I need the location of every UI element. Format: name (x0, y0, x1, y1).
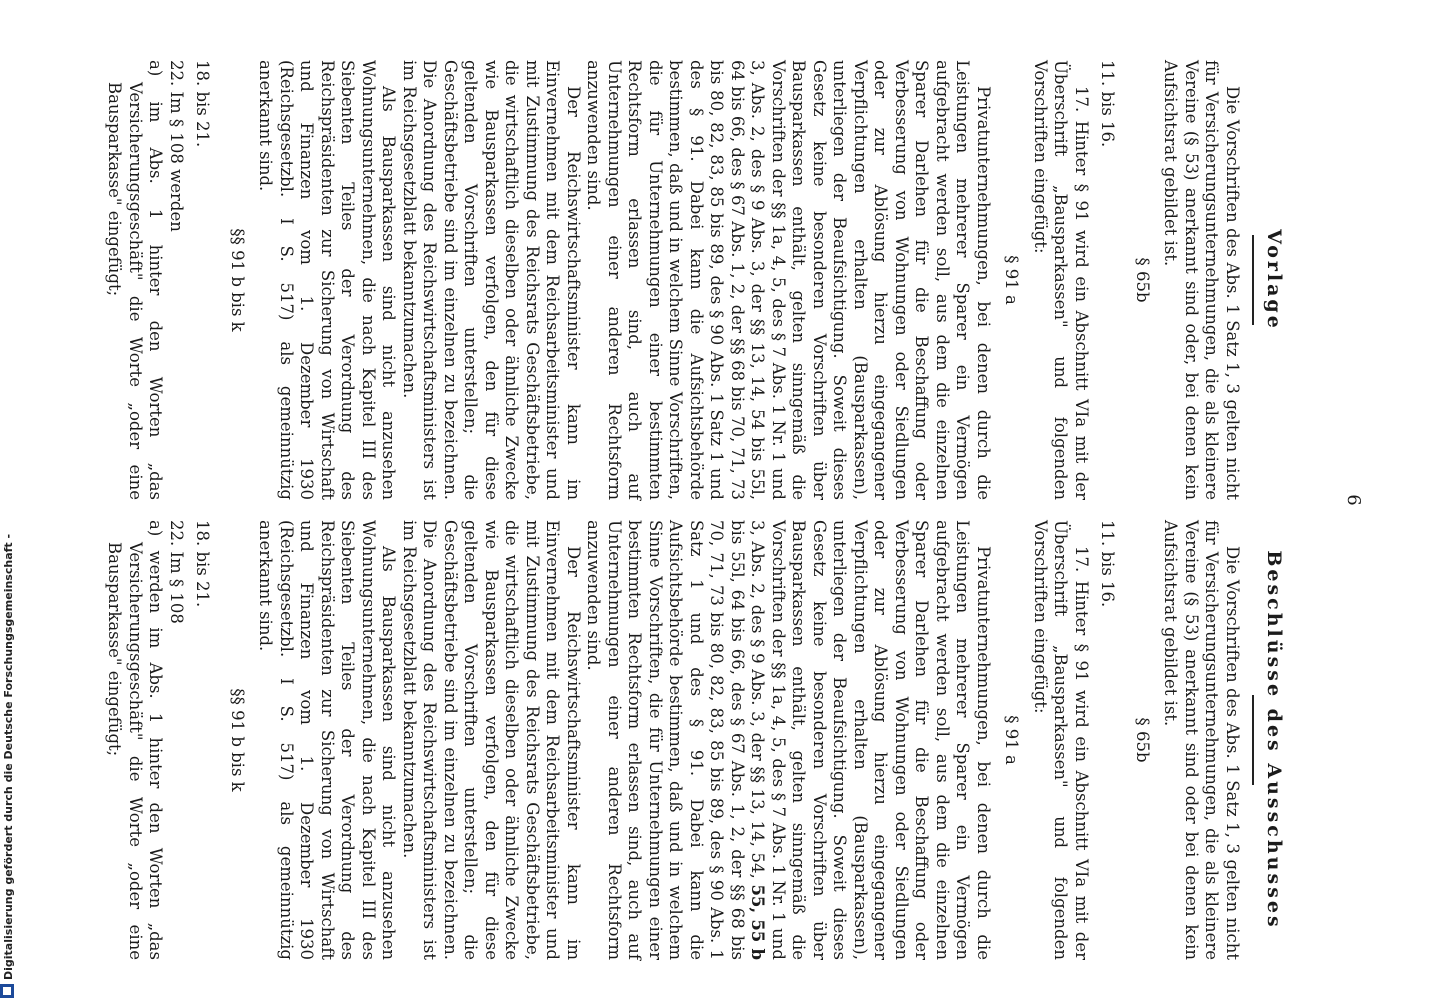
paragraph-91a-2: Der Reichswirtschaftsminister kann im Einvernehmen mit dem Reichsarbeitsminister und mit Zustimmung des Reichsrats Geschäftsbetriebe, die wirtschaftlich dieselben oder ähnliche Zwecke wie Bausparkassen verfolgen, den für diese geltenden Vorschriften unterstellen; die Geschäftsbetriebe sind im einzelnen zu bezeichnen. Die Anordnung des Reichswirtschaftsministers ist im Reichsgesetzblatt bekanntzumachen. (400, 520, 583, 960)
page-number: 6 (1343, 494, 1364, 506)
right-column-beschluesse (104, 520, 1284, 960)
left-column-heading: Vorlage (1263, 229, 1285, 331)
item-22: 22. Im § 108 werden (167, 60, 186, 232)
items-18-21: 18. bis 21. (193, 60, 213, 148)
heading-rule (1252, 235, 1254, 325)
paragraph-91a-1 (583, 520, 993, 960)
heading-rule (1252, 695, 1254, 785)
dfg-logo-icon (0, 984, 14, 998)
item-22: 22. Im § 108 (167, 520, 186, 624)
intro-paragraph: Die Vorschriften des Abs. 1 Satz 1, 3 gelten nicht für Versicherungsunternehmungen, die als kleinere Vereine (§ 53) anerkannt sind oder bei denen kein Aufsichtsrat gebildet ist. (1161, 520, 1242, 960)
paragraph-91a-1-end: bis 55l, 64 bis 66, des § 67 Abs. 1, 2, der §§ 68 bis 70, 71, 73 bis 80, 82, 83, 85 bis 89, des § 90 Abs. 1 Satz 1 und des § 91. Dabei kann die Aufsichtsbehörde bestimmen, daß und in welchem Sinne Vorschriften, die für Unternehmungen einer bestimmten Rechtsform erlassen sind, auch auf Unternehmungen einer anderen Rechtsform anzuwenden sind. (584, 520, 747, 960)
paragraph-91a-1: Privatunternehmungen, bei denen durch die Leistungen mehrerer Sparer ein Vermögen aufgebracht werden soll, aus dem die einzelnen Sparer Darlehen für die Beschaffung oder Verbesserung von Wohnungen oder Siedlungen oder zur Ablösung hierzu eingegangener Verpflichtungen erhalten (Bausparkassen), unterliegen der Beaufsichtigung. Soweit dieses Gesetz keine besonderen Vorschriften über Bausparkassen enthält, gelten sinngemäß die Vorschriften der §§ 1a, 4, 5, des § 7 Abs. 1 Nr. 1 und 3, Abs. 2, des § 9 Abs. 3, der §§ 13, 14, 54 bis 55l, 64 bis 66, des § 67 Abs. 1, 2, der §§ 68 bis 70, 71, 73 bis 80, 82, 83, 85 bis 89, des § 90 Abs. 1 Satz 1 und des § 91. Dabei kann die Aufsichtsbehörde bestimmen, daß und in welchem Sinne Vorschriften, die für Unternehmungen einer bestimmten Rechtsform erlassen sind, auch auf Unternehmungen einer anderen Rechtsform anzuwenden sind. (584, 60, 993, 500)
items-11-16: 11. bis 16. (1098, 520, 1118, 608)
right-column-heading: Beschlüsse des Ausschusses (1263, 550, 1285, 930)
paragraph-91a-1-start: Privatunternehmungen, bei denen durch die Leistungen mehrerer Sparer ein Vermögen aufgebracht werden soll, aus dem die einzelnen Sparer Darlehen für die Beschaffung oder Verbesserung von Wohnungen oder Siedlungen oder zur Ablösung hierzu eingegangener Verpflichtungen erhalten (Bausparkassen), unterliegen der Beaufsichtigung. Soweit dieses Gesetz keine besonderen Vorschriften über Bausparkassen enthält, gelten sinngemäß die Vorschriften der §§ 1a, 4, 5, des § 7 Abs. 1 Nr. 1 und 3, Abs. 2, des § 9 Abs. 3, der §§ 13, 14, 54, (748, 520, 993, 960)
items-18-21: 18. bis 21. (193, 520, 213, 608)
section-91b-k: §§ 91 b bis k (228, 228, 247, 332)
paragraph-91a-1-bold: 55, 55 b (748, 884, 768, 960)
section-65b: § 65b (1133, 717, 1152, 763)
paragraph-91a-2: Der Reichswirtschaftsminister kann im Einvernehmen mit dem Reichsarbeitsminister und mit Zustimmung des Reichsrats Geschäftsbetriebe, die wirtschaftlich dieselben oder ähnliche Zwecke wie Bausparkassen verfolgen, den für diese geltenden Vorschriften unterstellen; die Geschäftsbetriebe sind im einzelnen zu bezeichnen. Die Anordnung des Reichswirtschaftsministers ist im Reichsgesetzblatt bekanntzumachen. (400, 60, 583, 500)
item-17: 17. Hinter § 91 wird ein Abschnitt VIa mit der Überschrift „Bausparkassen" und folgenden Vorschriften eingefügt: (1031, 520, 1091, 960)
item-17: 17. Hinter § 91 wird ein Abschnitt VIa mit der Überschrift „Bausparkassen" und folgenden Vorschriften eingefügt: (1031, 60, 1091, 500)
item-22a: a) im Abs. 1 hinter den Worten „das Versicherungsgeschäft" die Worte „oder eine Bausparkasse" eingefügt; (105, 60, 166, 500)
section-91b-k: §§ 91 b bis k (228, 688, 247, 792)
item-22a: a) werden im Abs. 1 hinter den Worten „das Versicherungsgeschäft" die Worte „oder eine Bausparkasse" eingefügt; (105, 520, 166, 960)
section-91a: § 91 a (1002, 715, 1022, 765)
paragraph-91a-3: Als Bausparkassen sind nicht anzusehen Wohnungsunternehmen, die nach Kapitel III des Siebenten Teiles der Verordnung des Reichspräsidenten zur Sicherung von Wirtschaft und Finanzen vom 1. Dezember 1930 (Reichsgesetzbl. I S. 517) als gemeinnützig anerkannt sind. (256, 60, 399, 500)
digitization-credit: Digitalisierung gefördert durch die Deutsche Forschungsgemeinschaft - (2, 533, 15, 980)
items-11-16: 11. bis 16. (1098, 60, 1118, 148)
paragraph-91a-3: Als Bausparkassen sind nicht anzusehen Wohnungsunternehmen, die nach Kapitel III des Siebenten Teiles der Verordnung des Reichspräsidenten zur Sicherung von Wirtschaft und Finanzen vom 1. Dezember 1930 (Reichsgesetzbl. I S. 517) als gemeinnützig anerkannt sind. (256, 520, 399, 960)
intro-paragraph: Die Vorschriften des Abs. 1 Satz 1, 3 gelten nicht für Versicherungsunternehmungen, die als kleinere Vereine (§ 53) anerkannt sind oder, bei denen kein Aufsichtsrat gebildet ist. (1161, 60, 1242, 500)
left-column-vorlage (104, 60, 1284, 500)
section-91a: § 91 a (1002, 255, 1022, 305)
section-65b: § 65b (1133, 257, 1152, 303)
